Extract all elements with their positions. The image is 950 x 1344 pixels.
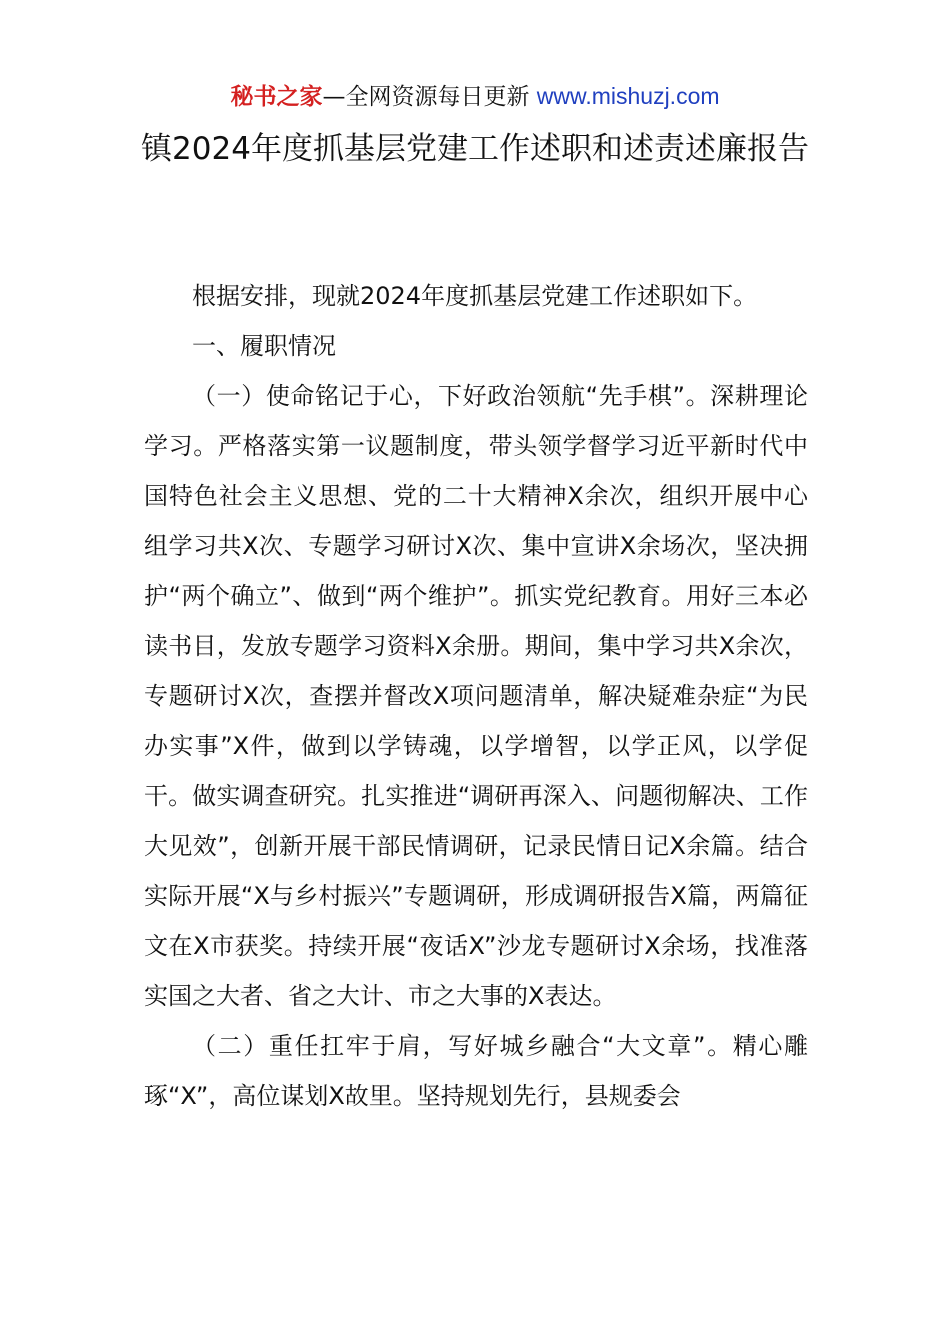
document-title: 镇2024年度抓基层党建工作述职和述责述廉报告 (141, 131, 809, 167)
intro-paragraph: 根据安排，现就2024年度抓基层党建工作述职如下。 (192, 282, 758, 310)
brand-name: 秘书之家 (230, 84, 323, 110)
site-header (0, 80, 950, 113)
header-tagline: —全网资源每日更新 (322, 84, 537, 110)
body-paragraph-2: （二）重任扛牢于肩，写好城乡融合“大文章”。精心雕琢“X”，高位谋划X故里。坚持规划先行，县规委会 (144, 1032, 808, 1110)
body-paragraph-1: （一）使命铭记于心，下好政治领航“先手棋”。深耕理论学习。严格落实第一议题制度，带头领学督学习近平新时代中国特色社会主义思想、党的二十大精神X余次，组织开展中心组学习共X次、专题学习研讨X次、集中宣讲X余场次，坚决拥护“两个确立”、做到“两个维护”。抓实党纪教育。用好三本必读书目，发放专题学习资料X余册。期间，集中学习共X余次，专题研讨X次，查摆并督改X项问题清单，解决疑难杂症“为民办实事”X件，做到以学铸魂，以学增智，以学正风，以学促干。做实调查研究。扎实推进“调研再深入、问题彻解决、工作大见效”，创新开展干部民情调研，记录民情日记X余篇。结合实际开展“X与乡村振兴”专题调研，形成调研报告X篇，两篇征文在X市获奖。持续开展“夜话X”沙龙专题研讨X余场，找准落实国之大者、省之大计、市之大事的X表达。 (144, 382, 808, 1010)
section-heading: 一、履职情况 (192, 332, 336, 360)
site-url[interactable]: www.mishuzj.com (536, 83, 720, 109)
document-body (144, 271, 808, 1121)
